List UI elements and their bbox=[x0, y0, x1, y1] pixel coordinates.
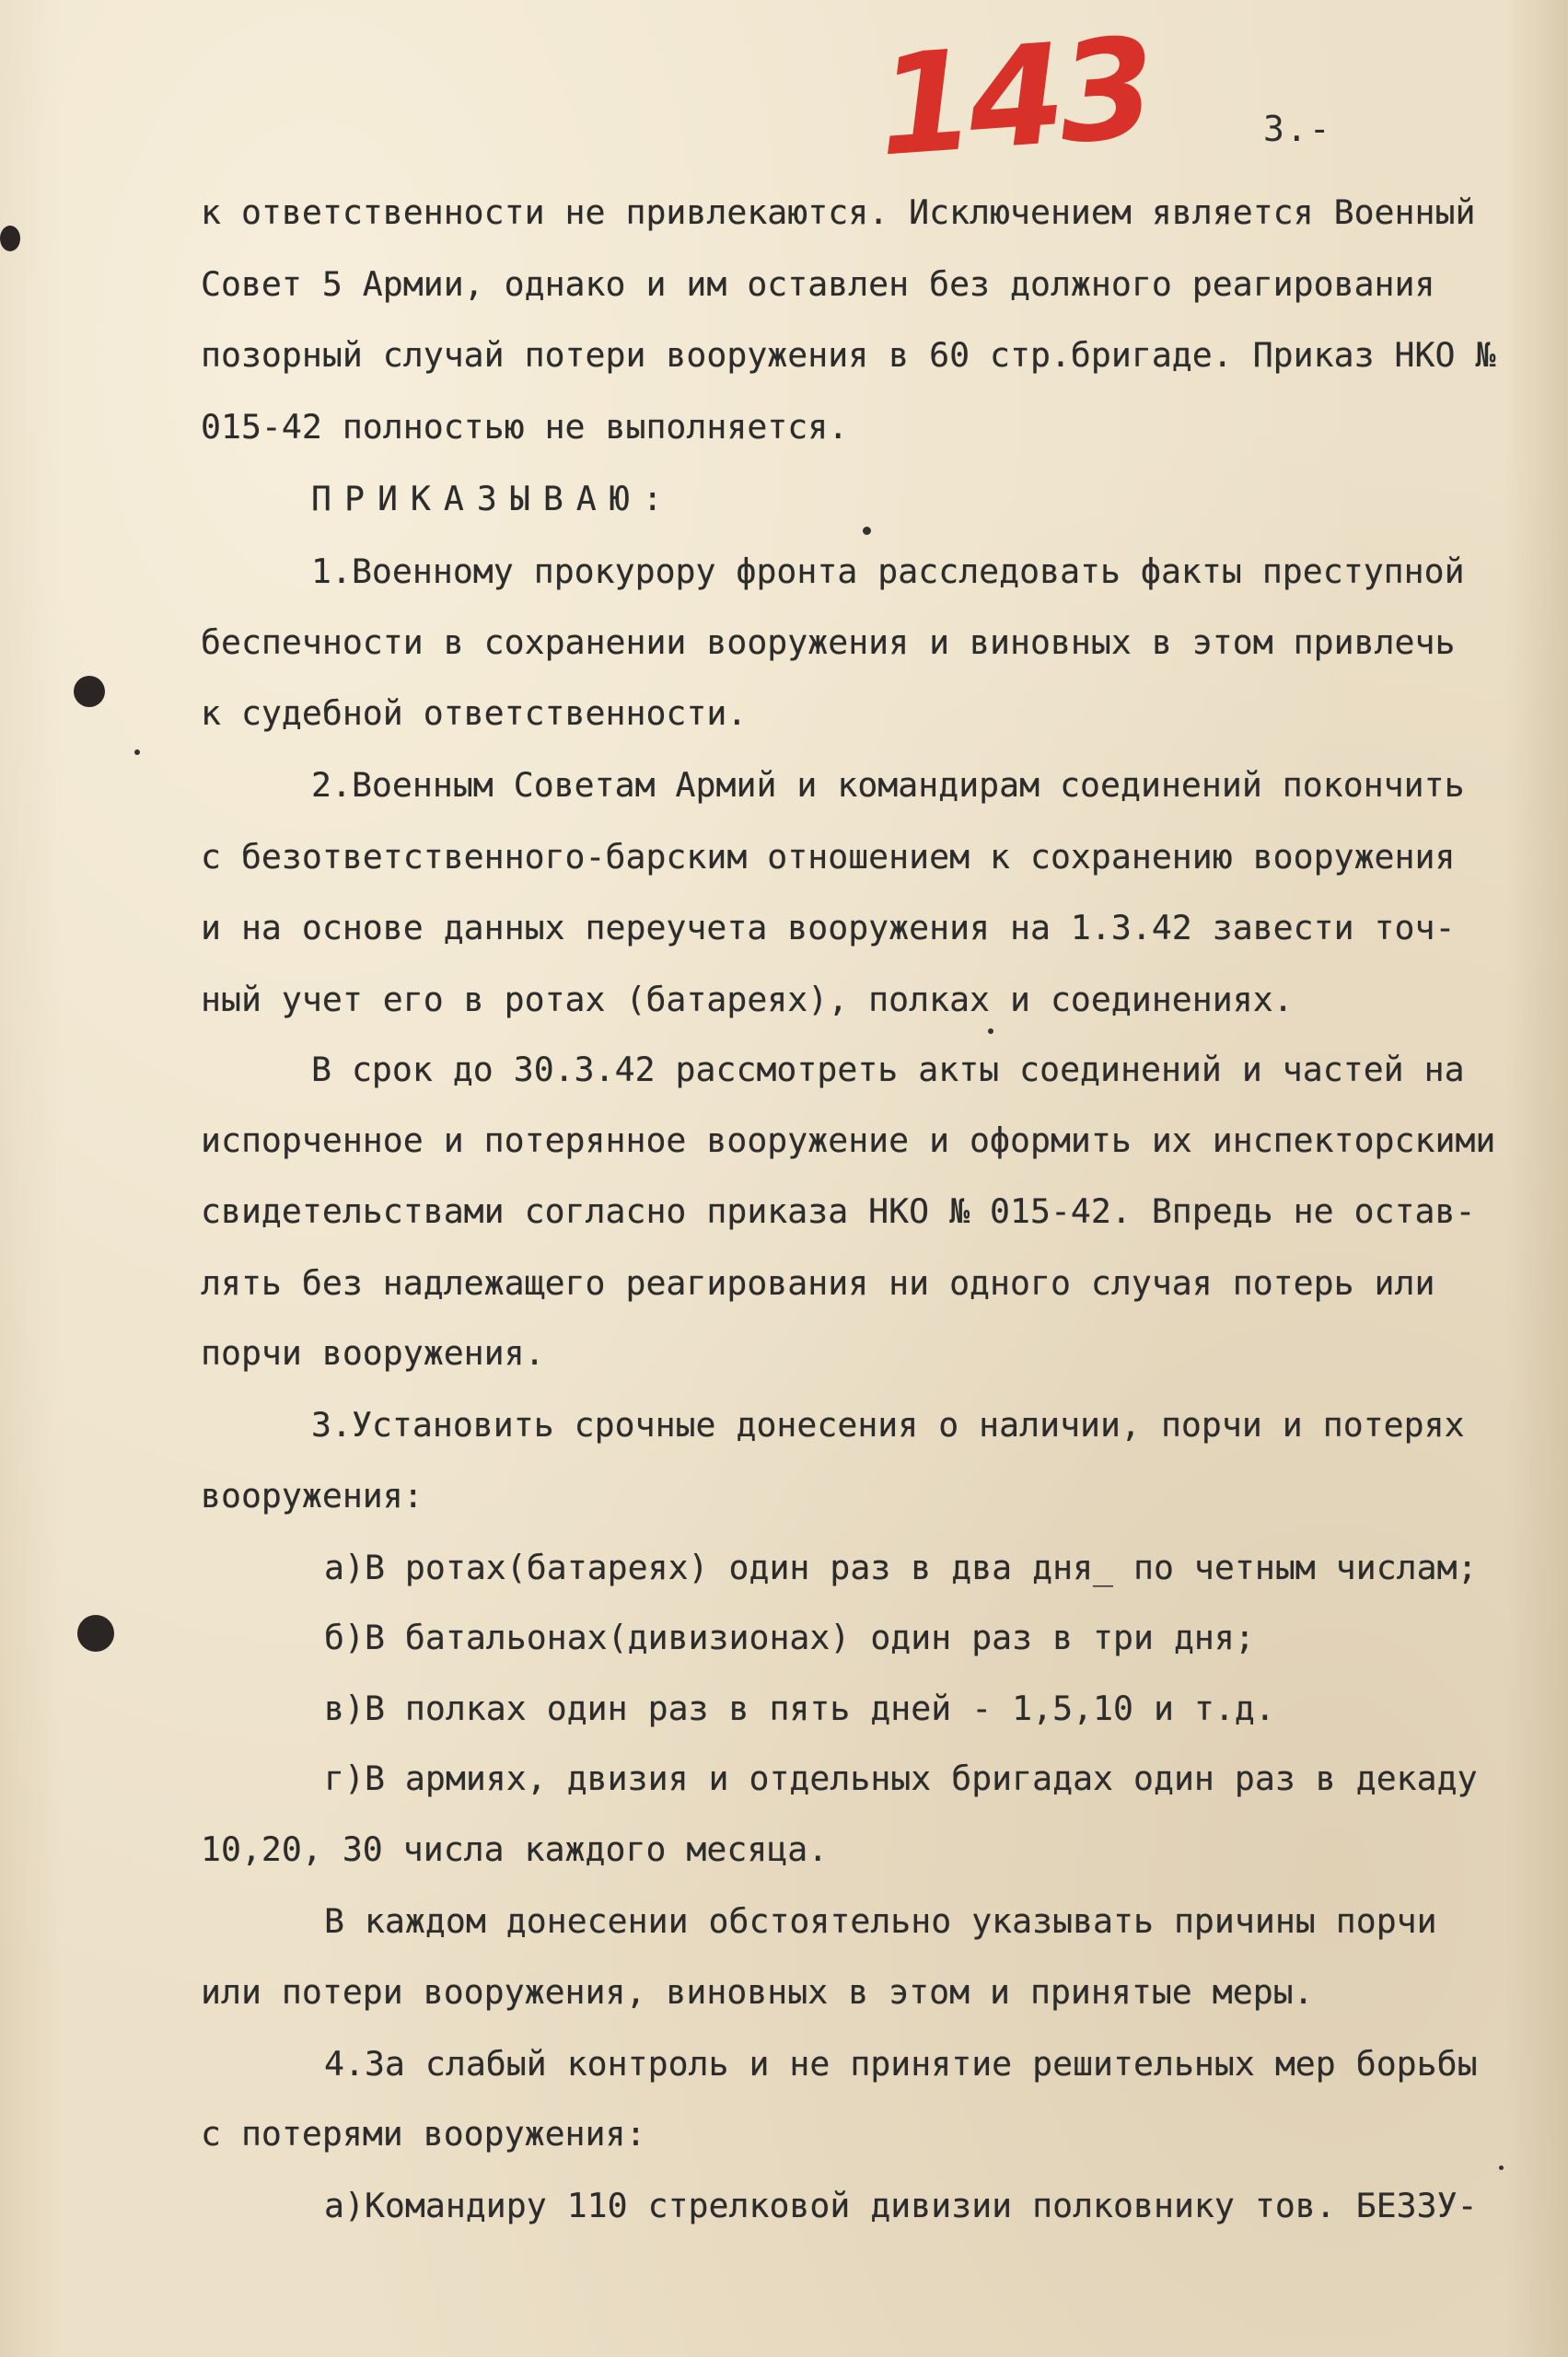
text-line: 4.За слабый контроль и не принятие решительных мер борьбы bbox=[324, 2044, 1478, 2084]
text-line: вооружения: bbox=[201, 1476, 424, 1515]
text-line: 2.Военным Советам Армий и командирам соединений покончить bbox=[311, 765, 1465, 805]
text-line: г)В армиях, двизия и отдельных бригадах один раз в декаду bbox=[324, 1759, 1478, 1798]
text-line: в)В полках один раз в пять дней - 1,5,10 и т.д. bbox=[324, 1689, 1275, 1728]
text-line: 015-42 полностью не выполняется. bbox=[201, 407, 849, 447]
binder-hole bbox=[0, 226, 20, 251]
text-line: В срок до 30.3.42 рассмотреть акты соединений и частей на bbox=[311, 1050, 1465, 1089]
ink-speck bbox=[863, 527, 871, 535]
page-number: 3.- bbox=[1263, 109, 1332, 149]
ink-speck bbox=[134, 749, 140, 755]
text-line: порчи вооружения. bbox=[201, 1333, 545, 1373]
text-line: с безответственного-барским отношением к сохранению вооружения bbox=[201, 837, 1456, 877]
text-line: 1.Военному прокурору фронта расследовать факты преступной bbox=[311, 552, 1465, 591]
text-line: лять без надлежащего реагирования ни одного случая потерь или bbox=[201, 1263, 1435, 1303]
text-line: б)В батальонах(дивизионах) один раз в три дня; bbox=[324, 1618, 1255, 1657]
text-line: 3.Установить срочные донесения о наличии, порчи и потерях bbox=[311, 1405, 1465, 1445]
text-line: и на основе данных переучета вооружения на 1.3.42 завести точ- bbox=[201, 908, 1456, 947]
text-line: а)В ротах(батареях) один раз в два дня_ по четным числам; bbox=[324, 1548, 1478, 1587]
text-line: беспечности в сохранении вооружения и виновных в этом привлечь bbox=[201, 622, 1456, 662]
text-line: или потери вооружения, виновных в этом и принятые меры. bbox=[201, 1972, 1314, 2012]
text-line: свидетельствами согласно приказа НКО № 015-42. Впредь не остав- bbox=[201, 1191, 1476, 1231]
text-line: Совет 5 Армии, однако и им оставлен без должного реагирования bbox=[201, 264, 1435, 304]
text-line: с потерями вооружения: bbox=[201, 2114, 646, 2154]
text-line: позорный случай потери вооружения в 60 стр.бригаде. Приказ НКО № bbox=[201, 335, 1496, 375]
order-heading: ПРИКАЗЫВАЮ: bbox=[311, 479, 676, 518]
ink-speck bbox=[1499, 2165, 1504, 2170]
text-line: 10,20, 30 числа каждого месяца. bbox=[201, 1829, 829, 1869]
text-line: к ответственности не привлекаются. Исключением является Военный bbox=[201, 192, 1476, 232]
binder-hole bbox=[77, 1615, 114, 1652]
text-line: а)Командиру 110 стрелковой дивизии полковнику тов. БЕЗЗУ- bbox=[324, 2186, 1478, 2225]
ink-speck bbox=[988, 1028, 993, 1034]
archive-folio-number: 143 bbox=[873, 8, 1156, 188]
text-line: ный учет его в ротах (батареях), полках и соединениях. bbox=[201, 980, 1294, 1019]
text-line: В каждом донесении обстоятельно указывать причины порчи bbox=[324, 1901, 1437, 1941]
text-line: к судебной ответственности. bbox=[201, 693, 748, 733]
text-line: испорченное и потерянное вооружение и оформить их инспекторскими bbox=[201, 1120, 1496, 1160]
binder-hole bbox=[74, 676, 105, 707]
